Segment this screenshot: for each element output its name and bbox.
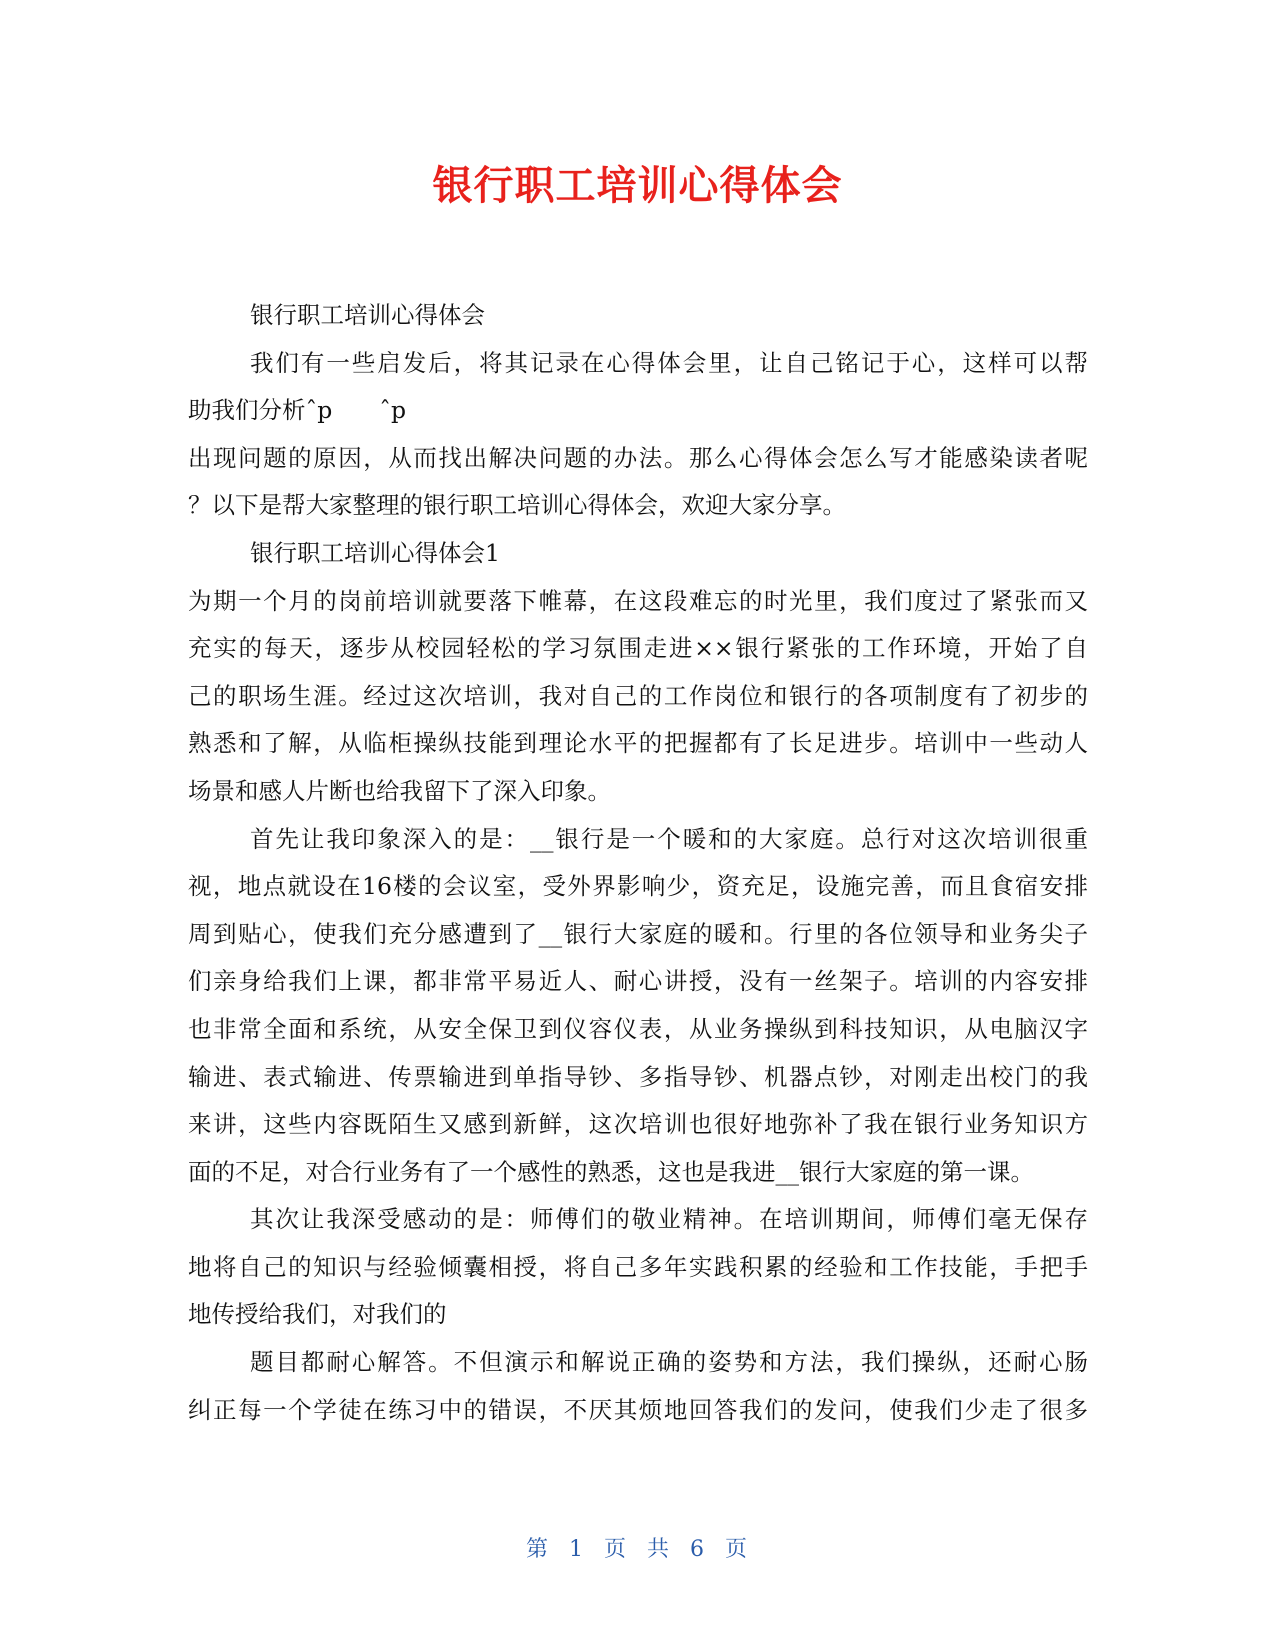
text-line: ？以下是帮大家整理的银行职工培训心得体会，欢迎大家分享。 (188, 491, 846, 520)
text-line: 地将自己的知识与经验倾囊相授，将自己多年实践积累的经验和工作技能，手把手 (188, 1252, 1088, 1281)
text-line: 充实的每天，逐步从校园轻松的学习氛围走进××银行紧张的工作环境，开始了自 (188, 634, 1088, 663)
text-line: 助我们分析ˆp ˆp (188, 396, 407, 425)
text-line: 银行职工培训心得体会 (250, 301, 485, 329)
text-line: 银行职工培训心得体会1 (250, 538, 500, 567)
text-line: 场景和感人片断也给我留下了深入印象。 (188, 776, 611, 805)
text-line: 己的职场生涯。经过这次培训，我对自己的工作岗位和银行的各项制度有了初步的 (188, 681, 1088, 710)
text-line: 我们有一些启发后，将其记录在心得体会里，让自己铭记于心，这样可以帮 (250, 348, 1088, 377)
text-line: 地传授给我们，对我们的 (188, 1300, 447, 1329)
text-line: 熟悉和了解，从临柜操纵技能到理论水平的把握都有了长足进步。培训中一些动人 (188, 729, 1088, 758)
text-line: 们亲身给我们上课，都非常平易近人、耐心讲授，没有一丝架子。培训的内容安排 (188, 967, 1088, 996)
text-line: 也非常全面和系统，从安全保卫到仪容仪表，从业务操纵到科技知识，从电脑汉字 (188, 1014, 1088, 1043)
text-line: 来讲，这些内容既陌生又感到新鲜，这次培训也很好地弥补了我在银行业务知识方 (188, 1110, 1088, 1139)
document-body (188, 292, 1088, 1434)
text-line: 面的不足，对合行业务有了一个感性的熟悉，这也是我进__银行大家庭的第一课。 (188, 1157, 1034, 1186)
text-line: 题目都耐心解答。不但演示和解说正确的姿势和方法，我们操纵，还耐心肠 (250, 1348, 1088, 1377)
text-line: 纠正每一个学徒在练习中的错误，不厌其烦地回答我们的发问，使我们少走了很多 (188, 1395, 1088, 1424)
text-line: 首先让我印象深入的是：__银行是一个暖和的大家庭。总行对这次培训很重 (250, 824, 1088, 853)
text-line: 视，地点就设在16楼的会议室，受外界影响少，资充足，设施完善，而且食宿安排 (188, 872, 1088, 901)
text-line: 输进、表式输进、传票输进到单指导钞、多指导钞、机器点钞，对刚走出校门的我 (188, 1062, 1088, 1091)
text-line: 周到贴心，使我们充分感遭到了__银行大家庭的暖和。行里的各位领导和业务尖子 (188, 919, 1088, 948)
page-footer: 第 1 页 共 6 页 (526, 1537, 749, 1562)
document-title: 银行职工培训心得体会 (432, 163, 843, 209)
text-line: 为期一个月的岗前培训就要落下帷幕，在这段难忘的时光里，我们度过了紧张而又 (188, 586, 1088, 615)
text-line: 出现问题的原因，从而找出解决问题的办法。那么心得体会怎么写才能感染读者呢 (188, 443, 1088, 472)
text-line: 其次让我深受感动的是：师傅们的敬业精神。在培训期间，师傅们毫无保存 (250, 1205, 1088, 1234)
